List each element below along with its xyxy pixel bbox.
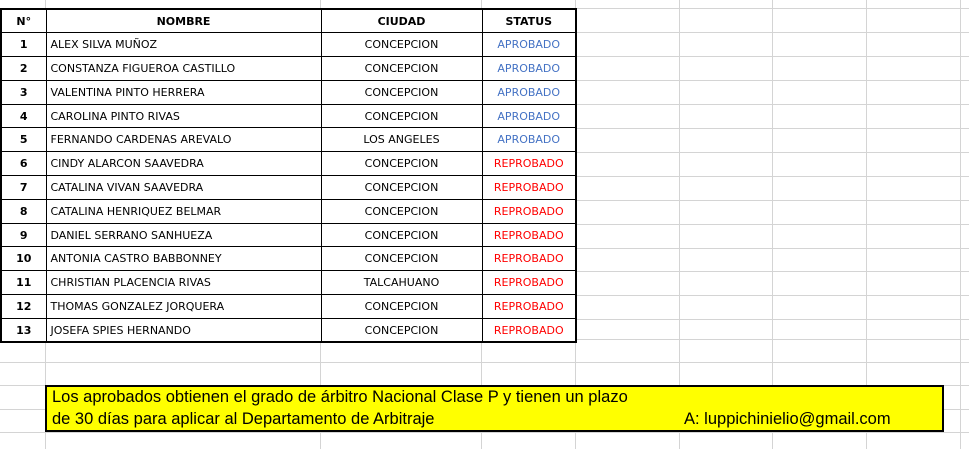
row-num-cell[interactable]: 12 <box>1 295 46 319</box>
row-status-cell[interactable]: APROBADO <box>482 80 576 104</box>
row-num-cell[interactable]: 2 <box>1 57 46 81</box>
row-name-cell[interactable]: CATALINA HENRIQUEZ BELMAR <box>46 199 321 223</box>
row-num-cell[interactable]: 6 <box>1 152 46 176</box>
table-row <box>1 152 576 176</box>
row-name-cell[interactable]: ANTONIA CASTRO BABBONNEY <box>46 247 321 271</box>
row-status-cell[interactable]: REPROBADO <box>482 295 576 319</box>
table-row <box>1 223 576 247</box>
row-status-cell[interactable]: APROBADO <box>482 57 576 81</box>
table-row <box>1 128 576 152</box>
row-city-cell[interactable]: TALCAHUANO <box>321 271 482 295</box>
row-status-cell[interactable]: REPROBADO <box>482 152 576 176</box>
row-name-cell[interactable]: CATALINA VIVAN SAAVEDRA <box>46 176 321 200</box>
row-num-cell[interactable]: 5 <box>1 128 46 152</box>
header-city[interactable]: CIUDAD <box>321 9 482 33</box>
table-row <box>1 80 576 104</box>
table-row <box>1 247 576 271</box>
table-row <box>1 33 576 57</box>
row-city-cell[interactable]: CONCEPCION <box>321 223 482 247</box>
row-city-cell[interactable]: CONCEPCION <box>321 247 482 271</box>
row-city-cell[interactable]: CONCEPCION <box>321 152 482 176</box>
row-name-cell[interactable]: FERNANDO CARDENAS AREVALO <box>46 128 321 152</box>
row-name-cell[interactable]: CHRISTIAN PLACENCIA RIVAS <box>46 271 321 295</box>
row-city-cell[interactable]: CONCEPCION <box>321 33 482 57</box>
row-status-cell[interactable]: REPROBADO <box>482 318 576 342</box>
row-num-cell[interactable]: 1 <box>1 33 46 57</box>
grid-line <box>0 432 969 433</box>
row-name-cell[interactable]: CONSTANZA FIGUEROA CASTILLO <box>46 57 321 81</box>
row-status-cell[interactable]: APROBADO <box>482 104 576 128</box>
header-row <box>1 9 576 33</box>
header-status[interactable]: STATUS <box>482 9 576 33</box>
note-line-2: de 30 días para aplicar al Departamento de Arbitraje <box>52 410 435 428</box>
row-num-cell[interactable]: 11 <box>1 271 46 295</box>
row-num-cell[interactable]: 3 <box>1 80 46 104</box>
row-status-cell[interactable]: REPROBADO <box>482 199 576 223</box>
row-name-cell[interactable]: CINDY ALARCON SAAVEDRA <box>46 152 321 176</box>
table-row <box>1 57 576 81</box>
row-city-cell[interactable]: CONCEPCION <box>321 57 482 81</box>
row-name-cell[interactable]: CAROLINA PINTO RIVAS <box>46 104 321 128</box>
row-status-cell[interactable]: REPROBADO <box>482 223 576 247</box>
table-row <box>1 318 576 342</box>
row-status-cell[interactable]: APROBADO <box>482 128 576 152</box>
header-num[interactable]: N° <box>1 9 46 33</box>
row-name-cell[interactable]: JOSEFA SPIES HERNANDO <box>46 318 321 342</box>
row-status-cell[interactable]: REPROBADO <box>482 247 576 271</box>
note-line-1: Los aprobados obtienen el grado de árbitro Nacional Clase P y tienen un plazo <box>52 388 628 406</box>
row-num-cell[interactable]: 7 <box>1 176 46 200</box>
row-num-cell[interactable]: 13 <box>1 318 46 342</box>
row-city-cell[interactable]: CONCEPCION <box>321 318 482 342</box>
header-name[interactable]: NOMBRE <box>46 9 321 33</box>
table-row <box>1 271 576 295</box>
table-row <box>1 176 576 200</box>
note-box[interactable] <box>45 385 944 432</box>
row-name-cell[interactable]: ALEX SILVA MUÑOZ <box>46 33 321 57</box>
row-status-cell[interactable]: APROBADO <box>482 33 576 57</box>
row-city-cell[interactable]: CONCEPCION <box>321 104 482 128</box>
row-num-cell[interactable]: 8 <box>1 199 46 223</box>
row-num-cell[interactable]: 10 <box>1 247 46 271</box>
row-num-cell[interactable]: 9 <box>1 223 46 247</box>
table-row <box>1 104 576 128</box>
table-row <box>1 295 576 319</box>
row-name-cell[interactable]: DANIEL SERRANO SANHUEZA <box>46 223 321 247</box>
row-name-cell[interactable]: THOMAS GONZALEZ JORQUERA <box>46 295 321 319</box>
row-city-cell[interactable]: CONCEPCION <box>321 80 482 104</box>
row-name-cell[interactable]: VALENTINA PINTO HERRERA <box>46 80 321 104</box>
row-city-cell[interactable]: CONCEPCION <box>321 199 482 223</box>
results-table <box>0 8 577 343</box>
row-city-cell[interactable]: LOS ANGELES <box>321 128 482 152</box>
row-status-cell[interactable]: REPROBADO <box>482 176 576 200</box>
row-city-cell[interactable]: CONCEPCION <box>321 176 482 200</box>
note-contact: A: luppichinielio@gmail.com <box>684 410 891 428</box>
row-city-cell[interactable]: CONCEPCION <box>321 295 482 319</box>
row-num-cell[interactable]: 4 <box>1 104 46 128</box>
grid-line <box>0 362 969 363</box>
table-row <box>1 199 576 223</box>
row-status-cell[interactable]: REPROBADO <box>482 271 576 295</box>
